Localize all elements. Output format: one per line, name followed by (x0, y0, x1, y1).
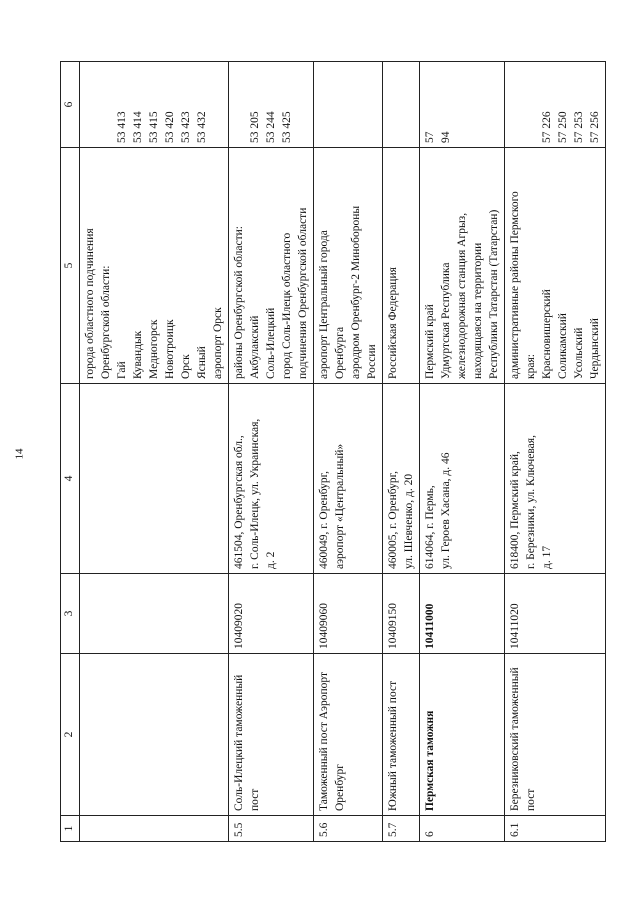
post-code: 10411000 (420, 574, 505, 654)
post-address (505, 384, 606, 574)
address-line: 460005, г. Оренбург, (387, 471, 399, 569)
territory-line: Кувандык (132, 330, 144, 379)
table-row (314, 62, 383, 842)
territory (229, 148, 314, 384)
row-number: 5.5 (229, 816, 314, 842)
territory-line: Соль-Илецкий (265, 307, 277, 379)
territory-line: Республики Татарстан (Татарстан) (488, 209, 500, 379)
post-name: Березниковский таможенный пост (505, 654, 606, 816)
okato-code: 57 256 (589, 111, 601, 143)
territory-line: аэропорт Центральный города (318, 230, 330, 379)
territory-line: железнодорожная станция Агрыз, (456, 212, 468, 379)
post-name: Соль-Илецкий таможенный пост (229, 654, 314, 816)
post-code: 10409150 (383, 574, 420, 654)
header-cell: 3 (61, 574, 80, 654)
okato-codes (229, 62, 314, 148)
territory-line: административные районы Пермского (509, 191, 521, 379)
territory-line: Российская Федерация (387, 267, 399, 379)
post-address (314, 384, 383, 574)
territory-line: Пермский край (424, 304, 436, 379)
territory-line: Соликамский (557, 313, 569, 379)
customs-table (60, 61, 606, 842)
header-row (61, 62, 80, 842)
table-row (229, 62, 314, 842)
territory-line: Ясный (196, 346, 208, 379)
territory-line: Усольский (573, 327, 585, 379)
post-code (80, 574, 229, 654)
address-line: г. Соль-Илецк, ул. Украинская, (249, 418, 261, 569)
address-line: д. 2 (265, 551, 277, 569)
territory (80, 148, 229, 384)
address-line: д. 17 (541, 545, 553, 569)
address-line: г. Березники, ул. Ключевая, (525, 435, 537, 569)
territory (420, 148, 505, 384)
header-cell: 2 (61, 654, 80, 816)
table-row (383, 62, 420, 842)
okato-code: 53 423 (180, 111, 192, 143)
okato-codes (505, 62, 606, 148)
territory-line: находящаяся на территории (472, 242, 484, 379)
row-number: 6 (420, 816, 505, 842)
post-address (383, 384, 420, 574)
territory-line: Акбулакский (249, 315, 261, 379)
okato-codes (420, 62, 505, 148)
post-name (80, 654, 229, 816)
territory-line: города областного подчинения (84, 228, 96, 379)
table-row (80, 62, 229, 842)
post-address (229, 384, 314, 574)
territory-line: Оренбургской области: (100, 265, 112, 379)
okato-code: 53 415 (148, 111, 160, 143)
post-code: 10409020 (229, 574, 314, 654)
post-address (80, 384, 229, 574)
okato-code: 57 250 (557, 111, 569, 143)
okato-code: 53 414 (132, 111, 144, 143)
territory (505, 148, 606, 384)
row-number: 5.7 (383, 816, 420, 842)
territory-line: Новотроицк (164, 319, 176, 379)
okato-codes (80, 62, 229, 148)
okato-code: 53 244 (265, 111, 277, 143)
rotated-table-container (60, 62, 620, 842)
territory-line: Красновишерский (541, 289, 553, 379)
header-cell: 5 (61, 148, 80, 384)
territory (383, 148, 420, 384)
territory-line: Чердынский (589, 318, 601, 379)
row-number: 5.6 (314, 816, 383, 842)
territory-line: аэродром Оренбург-2 Минобороны (350, 205, 362, 379)
address-line: аэропорт «Центральный» (334, 443, 346, 569)
okato-code: 53 432 (196, 111, 208, 143)
okato-codes (383, 62, 420, 148)
post-code: 10409060 (314, 574, 383, 654)
post-name: Таможенный пост Аэропорт Оренбург (314, 654, 383, 816)
table-row (505, 62, 606, 842)
okato-code: 53 420 (164, 111, 176, 143)
post-address (420, 384, 505, 574)
header-cell: 6 (61, 62, 80, 148)
page-number: 14 (13, 448, 26, 460)
header-cell: 1 (61, 816, 80, 842)
territory-line: России (366, 344, 378, 379)
okato-code: 53 205 (249, 111, 261, 143)
address-line: 614064, г. Пермь, (424, 485, 436, 569)
territory-line: Оренбурга (334, 326, 346, 379)
post-name: Пермская таможня (420, 654, 505, 816)
okato-code: 57 226 (541, 111, 553, 143)
territory-line: Медногорск (148, 319, 160, 379)
territory-line: края: (525, 354, 537, 379)
territory-line: подчинения Оренбургской области (297, 207, 309, 379)
header-cell: 4 (61, 384, 80, 574)
row-number: 6.1 (505, 816, 606, 842)
address-line: ул. Героев Хасана, д. 46 (440, 452, 452, 569)
address-line: ул. Шевченко, д. 20 (403, 473, 415, 569)
territory-line: аэропорт Орск (212, 307, 224, 379)
address-line: 618400, Пермский край, (509, 451, 521, 569)
row-number (80, 816, 229, 842)
address-line: 461504, Оренбургская обл., (233, 435, 245, 569)
okato-codes (314, 62, 383, 148)
okato-code: 57 (424, 131, 436, 143)
territory-line: Орск (180, 354, 192, 379)
okato-code: 53 413 (116, 111, 128, 143)
territory-line: Удмуртская Республика (440, 262, 452, 379)
table-row (420, 62, 505, 842)
okato-code: 57 253 (573, 111, 585, 143)
post-code: 10411020 (505, 574, 606, 654)
territory-line: районы Оренбургской области: (233, 226, 245, 379)
okato-code: 94 (440, 131, 452, 143)
territory-line: Гай (116, 361, 128, 379)
post-name: Южный таможенный пост (383, 654, 420, 816)
territory (314, 148, 383, 384)
address-line: 460049, г. Оренбург, (318, 471, 330, 569)
okato-code: 53 425 (281, 111, 293, 143)
territory-line: город Соль-Илецк областного (281, 232, 293, 379)
